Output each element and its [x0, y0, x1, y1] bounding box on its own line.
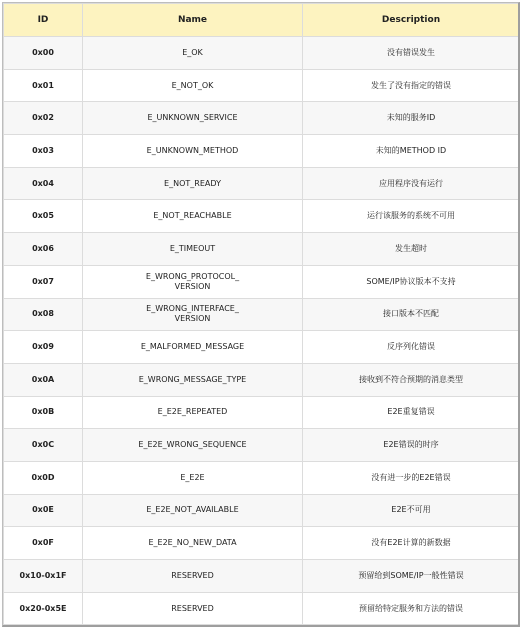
table-row: [4, 135, 520, 168]
row-description: E2E重复错误: [303, 396, 520, 429]
row-id: 0x05: [4, 200, 83, 233]
row-name: E_NOT_REACHABLE: [83, 200, 303, 233]
row-description: 预留给特定服务和方法的错误: [303, 592, 520, 625]
table-body: [4, 37, 520, 625]
row-description: 反序列化错误: [303, 331, 520, 364]
row-id: 0x0D: [4, 461, 83, 494]
table-row: [4, 363, 520, 396]
row-description: 未知的METHOD ID: [303, 135, 520, 168]
table-row: [4, 233, 520, 266]
row-description: 接口版本不匹配: [303, 298, 520, 331]
row-description: 预留给到SOME/IP一般性错误: [303, 560, 520, 593]
table-row: [4, 298, 520, 331]
row-name: E_TIMEOUT: [83, 233, 303, 266]
row-name: E_WRONG_INTERFACE_ VERSION: [83, 298, 303, 331]
table-row: [4, 429, 520, 462]
row-id: 0x10-0x1F: [4, 560, 83, 593]
row-description: 接收到不符合预期的消息类型: [303, 363, 520, 396]
table-row: [4, 461, 520, 494]
row-description: 没有进一步的E2E错误: [303, 461, 520, 494]
row-name: E_WRONG_MESSAGE_TYPE: [83, 363, 303, 396]
error-code-table-frame: [2, 2, 520, 627]
row-id: 0x0C: [4, 429, 83, 462]
row-name: E_OK: [83, 37, 303, 70]
error-code-table: [3, 3, 520, 625]
row-id: 0x06: [4, 233, 83, 266]
row-description: 没有E2E计算的新数据: [303, 527, 520, 560]
row-id: 0x20-0x5E: [4, 592, 83, 625]
table-row: [4, 560, 520, 593]
table-row: [4, 69, 520, 102]
table-row: [4, 37, 520, 70]
row-name: E_UNKNOWN_SERVICE: [83, 102, 303, 135]
row-id: 0x08: [4, 298, 83, 331]
row-id: 0x0A: [4, 363, 83, 396]
header-id: ID: [4, 4, 83, 37]
row-name: E_UNKNOWN_METHOD: [83, 135, 303, 168]
row-name: E_NOT_READY: [83, 167, 303, 200]
row-description: SOME/IP协议版本不支持: [303, 265, 520, 298]
row-description: 运行该服务的系统不可用: [303, 200, 520, 233]
header-name: Name: [83, 4, 303, 37]
row-description: E2E不可用: [303, 494, 520, 527]
row-name: E_WRONG_PROTOCOL_ VERSION: [83, 265, 303, 298]
table-row: [4, 396, 520, 429]
table-row: [4, 592, 520, 625]
row-name: E_E2E_NO_NEW_DATA: [83, 527, 303, 560]
row-description: 应用程序没有运行: [303, 167, 520, 200]
table-row: [4, 200, 520, 233]
table-header: [4, 4, 520, 37]
table-row: [4, 167, 520, 200]
row-name: E_E2E_REPEATED: [83, 396, 303, 429]
row-id: 0x0E: [4, 494, 83, 527]
row-id: 0x00: [4, 37, 83, 70]
row-description: 发生了没有指定的错误: [303, 69, 520, 102]
row-name: E_E2E: [83, 461, 303, 494]
table-row: [4, 494, 520, 527]
row-id: 0x09: [4, 331, 83, 364]
row-name: RESERVED: [83, 592, 303, 625]
header-row: [4, 4, 520, 37]
table-row: [4, 527, 520, 560]
table-row: [4, 265, 520, 298]
row-id: 0x0F: [4, 527, 83, 560]
row-id: 0x07: [4, 265, 83, 298]
row-name: E_MALFORMED_MESSAGE: [83, 331, 303, 364]
row-id: 0x0B: [4, 396, 83, 429]
header-description: Description: [303, 4, 520, 37]
table-row: [4, 331, 520, 364]
row-name: E_E2E_NOT_AVAILABLE: [83, 494, 303, 527]
row-id: 0x01: [4, 69, 83, 102]
row-name: E_NOT_OK: [83, 69, 303, 102]
row-id: 0x04: [4, 167, 83, 200]
row-description: 未知的服务ID: [303, 102, 520, 135]
row-description: E2E错误的时序: [303, 429, 520, 462]
row-id: 0x02: [4, 102, 83, 135]
row-name: RESERVED: [83, 560, 303, 593]
row-name: E_E2E_WRONG_SEQUENCE: [83, 429, 303, 462]
row-description: 没有错误发生: [303, 37, 520, 70]
row-id: 0x03: [4, 135, 83, 168]
row-description: 发生超时: [303, 233, 520, 266]
table-row: [4, 102, 520, 135]
